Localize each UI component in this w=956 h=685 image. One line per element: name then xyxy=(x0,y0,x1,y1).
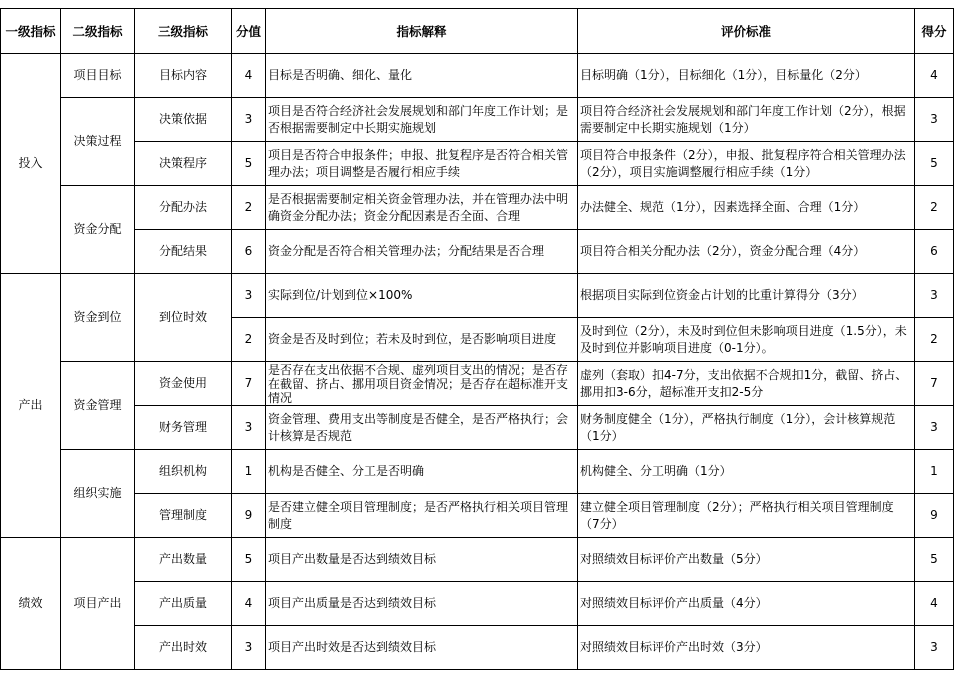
explanation-text: 实际到位/计划到位×100% xyxy=(268,288,413,302)
score-cell: 7 xyxy=(232,362,266,406)
criteria-text: 项目符合经济社会发展规划和部门年度工作计划（2分），根据需要制定中长期实施规划（1分） xyxy=(580,103,906,135)
obtained-cell: 3 xyxy=(915,406,954,450)
explanation-text: 项目产出质量是否达到绩效目标 xyxy=(268,596,437,610)
score-cell: 3 xyxy=(232,626,266,670)
level1-cell: 绩效 xyxy=(1,538,61,670)
score-cell: 4 xyxy=(232,54,266,98)
explanation-cell xyxy=(266,98,578,142)
obtained-cell: 9 xyxy=(915,494,954,538)
level3-cell: 分配办法 xyxy=(135,186,232,230)
explanation-text: 是否存在支出依据不合规、虚列项目支出的情况；是否存在截留、挤占、挪用项目资金情况；是否存在超标准开支情况 xyxy=(268,362,569,405)
score-cell: 3 xyxy=(232,406,266,450)
score-cell: 2 xyxy=(232,186,266,230)
criteria-text: 对照绩效目标评价产出数量（5分） xyxy=(580,552,768,566)
criteria-cell xyxy=(578,142,915,186)
obtained-cell: 3 xyxy=(915,98,954,142)
table-row xyxy=(1,362,954,406)
table-row xyxy=(1,494,954,538)
header-level2: 二级指标 xyxy=(61,9,135,54)
explanation-cell xyxy=(266,186,578,230)
score-cell: 2 xyxy=(232,318,266,362)
table-row xyxy=(1,406,954,450)
explanation-cell xyxy=(266,406,578,450)
criteria-cell xyxy=(578,450,915,494)
obtained-cell: 6 xyxy=(915,230,954,274)
obtained-cell: 2 xyxy=(915,186,954,230)
obtained-cell: 5 xyxy=(915,142,954,186)
criteria-text: 对照绩效目标评价产出时效（3分） xyxy=(580,640,768,654)
level3-cell: 产出时效 xyxy=(135,626,232,670)
level3-cell: 分配结果 xyxy=(135,230,232,274)
table-row xyxy=(1,450,954,494)
level2-cell: 项目产出 xyxy=(61,538,135,670)
criteria-cell xyxy=(578,54,915,98)
explanation-cell xyxy=(266,582,578,626)
criteria-text: 虚列（套取）扣4-7分，支出依据不合规扣1分，截留、挤占、挪用扣3-6分，超标准开支扣2-5分 xyxy=(580,367,908,399)
explanation-cell xyxy=(266,538,578,582)
table-row xyxy=(1,538,954,582)
explanation-text: 项目是否符合经济社会发展规划和部门年度工作计划；是否根据需要制定中长期实施规划 xyxy=(268,103,569,135)
criteria-cell xyxy=(578,538,915,582)
criteria-text: 办法健全、规范（1分），因素选择全面、合理（1分） xyxy=(580,200,866,214)
header-level3: 三级指标 xyxy=(135,9,232,54)
explanation-text: 资金是否及时到位；若未及时到位，是否影响项目进度 xyxy=(268,332,557,346)
score-cell: 5 xyxy=(232,142,266,186)
table-row xyxy=(1,626,954,670)
level3-cell: 决策依据 xyxy=(135,98,232,142)
explanation-cell xyxy=(266,142,578,186)
criteria-text: 根据项目实际到位资金占计划的比重计算得分（3分） xyxy=(580,288,864,302)
level3-cell: 组织机构 xyxy=(135,450,232,494)
criteria-text: 机构健全、分工明确（1分） xyxy=(580,464,732,478)
level3-cell: 产出质量 xyxy=(135,582,232,626)
header-row xyxy=(1,9,954,54)
criteria-cell xyxy=(578,318,915,362)
level1-cell: 投入 xyxy=(1,54,61,274)
explanation-text: 资金分配是否符合相关管理办法；分配结果是否合理 xyxy=(268,244,545,258)
criteria-cell xyxy=(578,98,915,142)
obtained-cell: 1 xyxy=(915,450,954,494)
criteria-text: 建立健全项目管理制度（2分）；严格执行相关项目管理制度（7分） xyxy=(580,499,894,531)
criteria-text: 项目符合申报条件（2分），申报、批复程序符合相关管理办法（2分），项目实施调整履行相应手续（1分） xyxy=(580,147,906,179)
level3-cell: 管理制度 xyxy=(135,494,232,538)
criteria-cell xyxy=(578,494,915,538)
evaluation-table xyxy=(0,8,954,670)
level2-cell: 资金分配 xyxy=(61,186,135,274)
table-row xyxy=(1,582,954,626)
score-cell: 1 xyxy=(232,450,266,494)
header-obtained: 得分 xyxy=(915,9,954,54)
score-cell: 3 xyxy=(232,274,266,318)
score-cell: 9 xyxy=(232,494,266,538)
criteria-text: 财务制度健全（1分），严格执行制度（1分），会计核算规范（1分） xyxy=(580,411,896,443)
obtained-cell: 3 xyxy=(915,626,954,670)
score-cell: 6 xyxy=(232,230,266,274)
criteria-text: 及时到位（2分），未及时到位但未影响项目进度（1.5分），未及时到位并影响项目进度（0-1分）。 xyxy=(580,323,907,355)
explanation-text: 目标是否明确、细化、量化 xyxy=(268,68,413,82)
criteria-text: 对照绩效目标评价产出质量（4分） xyxy=(580,596,768,610)
level3-cell: 资金使用 xyxy=(135,362,232,406)
header-level1: 一级指标 xyxy=(1,9,61,54)
explanation-cell xyxy=(266,626,578,670)
explanation-text: 项目产出数量是否达到绩效目标 xyxy=(268,552,437,566)
obtained-cell: 4 xyxy=(915,582,954,626)
obtained-cell: 3 xyxy=(915,274,954,318)
criteria-cell xyxy=(578,362,915,406)
explanation-cell xyxy=(266,230,578,274)
criteria-text: 目标明确（1分），目标细化（1分），目标量化（2分） xyxy=(580,68,867,82)
obtained-cell: 5 xyxy=(915,538,954,582)
score-cell: 3 xyxy=(232,98,266,142)
explanation-text: 项目是否符合申报条件；申报、批复程序是否符合相关管理办法；项目调整是否履行相应手续 xyxy=(268,147,569,179)
level3-cell: 到位时效 xyxy=(135,274,232,362)
obtained-cell: 7 xyxy=(915,362,954,406)
level2-cell: 资金管理 xyxy=(61,362,135,450)
explanation-cell xyxy=(266,274,578,318)
explanation-text: 机构是否健全、分工是否明确 xyxy=(268,464,425,478)
level3-cell: 产出数量 xyxy=(135,538,232,582)
score-cell: 5 xyxy=(232,538,266,582)
level3-cell: 目标内容 xyxy=(135,54,232,98)
header-criteria: 评价标准 xyxy=(578,9,915,54)
level1-cell: 产出 xyxy=(1,274,61,538)
header-score: 分值 xyxy=(232,9,266,54)
criteria-cell xyxy=(578,186,915,230)
explanation-text: 是否根据需要制定相关资金管理办法，并在管理办法中明确资金分配办法；资金分配因素是否全面、合理 xyxy=(268,191,569,223)
score-cell: 4 xyxy=(232,582,266,626)
criteria-cell xyxy=(578,582,915,626)
explanation-cell xyxy=(266,494,578,538)
table-row xyxy=(1,54,954,98)
table-row xyxy=(1,274,954,318)
explanation-cell xyxy=(266,362,578,406)
obtained-cell: 2 xyxy=(915,318,954,362)
table-row xyxy=(1,98,954,142)
explanation-cell xyxy=(266,54,578,98)
criteria-cell xyxy=(578,230,915,274)
explanation-text: 是否建立健全项目管理制度；是否严格执行相关项目管理制度 xyxy=(268,499,569,531)
explanation-text: 项目产出时效是否达到绩效目标 xyxy=(268,640,437,654)
explanation-cell xyxy=(266,318,578,362)
level3-cell: 决策程序 xyxy=(135,142,232,186)
criteria-cell xyxy=(578,406,915,450)
explanation-cell xyxy=(266,450,578,494)
criteria-text: 项目符合相关分配办法（2分），资金分配合理（4分） xyxy=(580,244,866,258)
obtained-cell: 4 xyxy=(915,54,954,98)
criteria-cell xyxy=(578,274,915,318)
level2-cell: 组织实施 xyxy=(61,450,135,538)
table-row xyxy=(1,186,954,230)
level3-cell: 财务管理 xyxy=(135,406,232,450)
header-explanation: 指标解释 xyxy=(266,9,578,54)
table-row xyxy=(1,142,954,186)
explanation-text: 资金管理、费用支出等制度是否健全，是否严格执行；会计核算是否规范 xyxy=(268,411,569,443)
table-row xyxy=(1,230,954,274)
level2-cell: 项目目标 xyxy=(61,54,135,98)
level2-cell: 决策过程 xyxy=(61,98,135,186)
criteria-cell xyxy=(578,626,915,670)
level2-cell: 资金到位 xyxy=(61,274,135,362)
